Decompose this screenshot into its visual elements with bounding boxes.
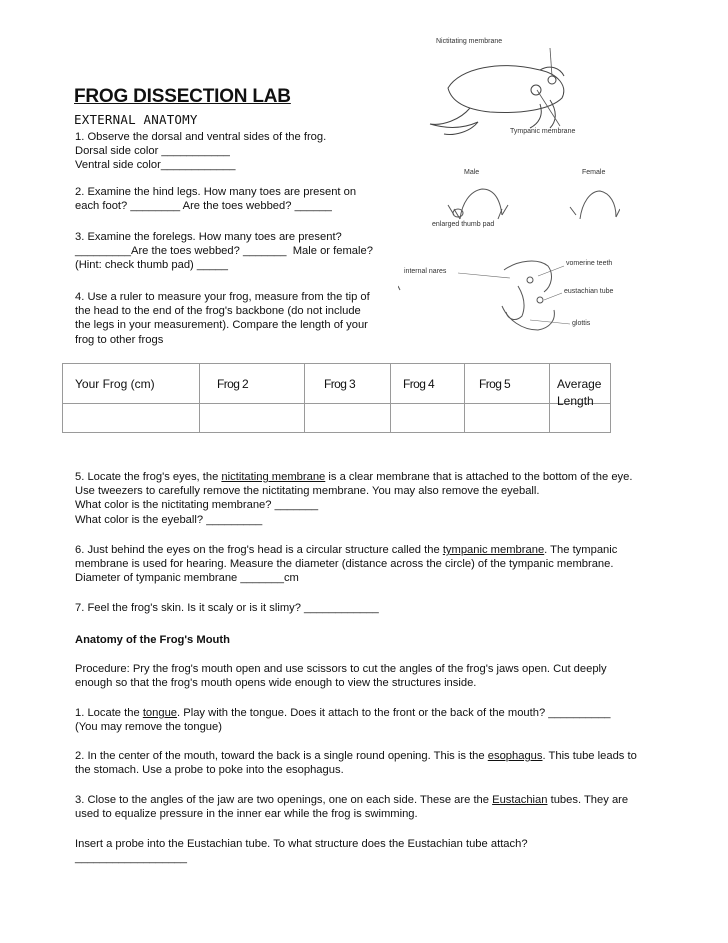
section-heading-external-anatomy: EXTERNAL ANATOMY bbox=[74, 112, 198, 127]
mouth-question-1: 1. Locate the tongue. Play with the tongue. Does it attach to the front or the back of the mouth? __________ (You may remove the tongue) bbox=[75, 707, 611, 734]
mouth-procedure: Procedure: Pry the frog's mouth open and use scissors to cut the angles of the frog's jaws open. Cut deeply enough so that the frog's mouth opens wide enough to view the structures inside. bbox=[75, 663, 607, 690]
esophagus-term: esophagus bbox=[487, 750, 543, 762]
tympanic-membrane-term: tympanic membrane bbox=[442, 544, 545, 556]
frog-length-table bbox=[62, 363, 611, 433]
enlarged-thumb-pad-label: enlarged thumb pad bbox=[432, 221, 495, 228]
table-header-frog-4: Frog 4 bbox=[403, 377, 435, 391]
female-label: Female bbox=[582, 169, 606, 176]
table-header-frog-2: Frog 2 bbox=[217, 377, 249, 391]
forelimb-drawing-icon bbox=[440, 179, 620, 223]
male-label: Male bbox=[464, 169, 480, 176]
table-header-frog-3: Frog 3 bbox=[324, 377, 356, 391]
tympanic-membrane-label: Tympanic membrane bbox=[510, 128, 576, 135]
question-5: 5. Locate the frog's eyes, the nictitating membrane is a clear membrane that is attached to the bottom of the eye. Use tweezers to carefully remove the nictitating membrane. You may also remove the eyeball. What color is the nictitating membrane? _______ What color is the eyeball? _________ bbox=[75, 471, 633, 526]
question-3: 3. Examine the forelegs. How many toes are present? _________Are the toes webbed? _______ Male or female? (Hint: check thumb pad) _____ bbox=[75, 231, 373, 272]
question-2: 2. Examine the hind legs. How many toes are present on each foot? ________ Are the toes webbed? ______ bbox=[75, 186, 357, 213]
tongue-term: tongue bbox=[142, 707, 178, 719]
question-4: 4. Use a ruler to measure your frog, measure from the tip of the head to the end of the frog's backbone (do not include the legs in your measurement). Compare the length of your frog to other frogs bbox=[75, 291, 370, 346]
page-title: FROG DISSECTION LAB bbox=[74, 86, 291, 107]
eustachian-tube-label: eustachian tube bbox=[564, 288, 614, 295]
nictitating-membrane-term: nictitating membrane bbox=[221, 471, 326, 483]
table-header-your-frog: Your Frog (cm) bbox=[75, 377, 155, 391]
frog-mouth-illustration bbox=[398, 246, 628, 346]
glottis-label: glottis bbox=[572, 320, 591, 327]
table-header-frog-5: Frog 5 bbox=[479, 377, 511, 391]
thumb-pad-illustration bbox=[430, 165, 620, 235]
question-1: 1. Observe the dorsal and ventral sides of the frog. Dorsal side color ___________ Ventral side color____________ bbox=[75, 131, 327, 172]
mouth-question-3: 3. Close to the angles of the jaw are two openings, one on each side. These are the Eustachian tubes. They are used to equalize pressure in the inner ear while the frog is swimming. bbox=[75, 794, 629, 821]
vomerine-teeth-label: vomerine teeth bbox=[566, 260, 613, 267]
frog-side-illustration bbox=[400, 28, 610, 158]
nictitating-membrane-label: Nictitating membrane bbox=[436, 38, 503, 45]
mouth-section-heading: Anatomy of the Frog's Mouth bbox=[75, 634, 230, 646]
table-header-average-length: Average Length bbox=[557, 377, 602, 408]
mouth-question-4: Insert a probe into the Eustachian tube. To what structure does the Eustachian tube attach? __________________ bbox=[75, 838, 528, 865]
question-7: 7. Feel the frog's skin. Is it scaly or is it slimy? ____________ bbox=[75, 602, 379, 614]
frog-drawing-icon bbox=[400, 28, 610, 158]
internal-nares-label: internal nares bbox=[404, 268, 447, 275]
eustachian-term: Eustachian bbox=[492, 794, 548, 806]
question-6: 6. Just behind the eyes on the frog's head is a circular structure called the tympanic membrane. The tympanic membrane is used for hearing. Measure the diameter (distance across the circle) of the tympanic membrane. Diameter of tympanic membrane _______cm bbox=[75, 544, 618, 585]
mouth-question-2: 2. In the center of the mouth, toward the back is a single round opening. This is the esophagus. This tube leads to the stomach. Use a probe to poke into the esophagus. bbox=[75, 750, 637, 777]
